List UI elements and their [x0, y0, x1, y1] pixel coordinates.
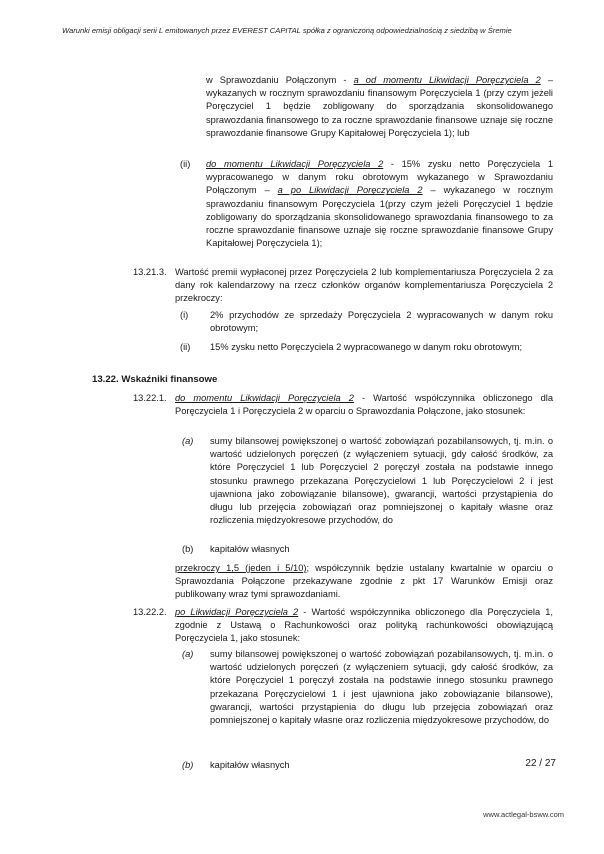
item-ii-underlined-1: do momentu Likwidacji Poręczyciela 2 — [206, 159, 384, 169]
section-13-22-1-body: - Wartość współczynnika obliczonego dla Poręczyciela 1 i Poręczyciela 2 w oparciu o Sprawozdania Połączone, jako stosunek: — [175, 393, 553, 417]
footer-url: www.actlegal-bsww.com — [483, 810, 564, 819]
section-13-22-1-b-text: kapitałów własnych — [210, 544, 290, 554]
section-13-21-3-ii-text: 15% zysku netto Poręczyciela 2 wypracowanego w danym roku obrotowym; — [210, 342, 523, 352]
section-13-22-1-after — [175, 562, 553, 602]
page-header: Warunki emisji obligacji serii L emitowanych przez EVEREST CAPITAL spółka z ograniczoną odpowiedzialnością z siedzibą w Śremie — [62, 26, 512, 35]
section-13-22-1-number: 13.22.1. — [133, 393, 167, 403]
section-13-22-1-a-text: sumy bilansowej powiększonej o wartość zobowiązań pozabilansowych, tj. m.in. o wartość udzielonych poręczeń (z wyłączeniem sytuacji, gdy całość środków, za które Poręczyciel 1 lub Poręczyciel 2 poręczył została na podstawie innego stosunku prawnego przekazana Poręczycielowi 1 lub Poręczycielowi 2 i jest ujawniona jako zobowiązanie bilansowe), gwarancji, wartości przystąpienia do długu lub przejęcia zobowiązań oraz pomniejszonej o kapitały własne oraz rozliczenia międzyokresowe przychodów, do — [210, 436, 553, 526]
continuation-pre: w Sprawozdaniu Połączonym - — [206, 75, 354, 85]
section-13-22-2-underlined: po Likwidacji Poręczyciela 2 — [175, 607, 299, 617]
section-13-22-2-b-text: kapitałów własnych — [210, 760, 290, 770]
continuation-underlined: a od momentu Likwidacji Poręczyciela 2 — [353, 75, 541, 85]
item-ii-text-1: - 15% zysku netto Poręczyciela 1 wypracowanego w danym roku obrotowym wykazanego w Sprawozdaniu Połączonym – — [206, 159, 553, 196]
section-13-21-3-ii-label: (ii) — [180, 342, 191, 352]
item-ii-label: (ii) — [180, 159, 191, 169]
section-13-21-3-i-label: (i) — [180, 310, 189, 320]
section-13-22-heading — [92, 374, 217, 385]
section-13-22-1-underlined: do momentu Likwidacji Poręczyciela 2 — [175, 393, 354, 403]
section-13-21-3-i-text: 2% przychodów ze sprzedaży Poręczyciela 2 wypracowanych w danym roku obrotowym; — [210, 310, 553, 334]
section-13-21-3-text: Wartość premii wypłaconej przez Poręczyciela 2 lub komplementariusza Poręczyciela 2 za dany rok kalendarzowy na rzecz członków organów komplementariusza Poręczyciela 2 przekroczy: — [175, 267, 553, 304]
item-ii-underlined-2: a po Likwidacji Poręczyciela 2 — [277, 185, 423, 196]
section-13-21-3-number: 13.21.3. — [133, 267, 167, 277]
item-ii-text — [206, 158, 553, 250]
section-13-22-2-number: 13.22.2. — [133, 607, 167, 617]
section-13-22-2-a-label: (a) — [182, 649, 194, 659]
section-13-22-1-b-label: (b) — [182, 544, 194, 554]
section-13-22-2-a-text: sumy bilansowej powiększonej o wartość zobowiązań pozabilansowych, tj. m.in. o wartość udzielonych poręczeń (z wyłączeniem sytuacji, gdy całość środków, za które Poręczyciel 1 poręczył została na podstawie innego stosunku prawnego przekazana Poręczycielowi 1 i jest ujawniona jako zobowiązanie bilansowe), gwarancji, wartości przystąpienia do długu lub przejęcia zobowiązań oraz pomniejszonej o kapitały własne oraz rozliczenia międzyokresowe przychodów, do — [210, 649, 553, 726]
continuation-post: – wykazanych w rocznym sprawozdaniu finansowym Poręczyciela 1 (przy czym jeżeli Poręczyciel 1 będzie zobligowany do sporządzania skonsolidowanego sprawozdania finansowego to za roczne sprawozdanie finansowe uznaje się roczne sprawozdanie finansowe Grupy Kapitałowej Poręczyciela 1); lub — [206, 75, 553, 138]
section-13-22-2-body: - Wartość współczynnika obliczonego dla Poręczyciela 1, zgodnie z Ustawą o Rachunkowości oraz polityką rachunkowości obowiązującą Poręczyciela 1, jako stosunek: — [175, 607, 553, 644]
section-13-22-1-a-label: (a) — [182, 436, 194, 446]
section-13-22-2-text — [175, 606, 553, 646]
section-13-22-2-b-label: (b) — [182, 760, 194, 770]
section-13-22-1-text — [175, 392, 553, 418]
page-number: 22 / 27 — [525, 758, 556, 769]
item-ii-text-2: – wykazanego w rocznym sprawozdaniu finansowym Poręczyciela 1(przy czym jeżeli Poręczyciel 1 będzie zobligowany do sporządzania skonsolidowanego sprawozdania finansowego to za roczne sprawozdanie finansowe uznaje się roczne sprawozdanie finansowe Grupy Kapitałowej Poręczyciela 1); — [206, 185, 553, 249]
section-13-22-title: Wskaźniki finansowe — [121, 374, 218, 385]
section-13-22-1-after-body: ; współczynnik będzie ustalany kwartalnie w oparciu o Sprawozdania Połączone przekazywane zgodnie z pkt 17 Warunków Emisji oraz publikowany wraz tymi sprawozdaniami. — [175, 563, 553, 600]
section-13-22-number: 13.22. — [92, 374, 119, 385]
section-13-22-1-after-underlined: przekroczy 1,5 (jeden i 5/10) — [175, 563, 307, 573]
continuation-paragraph — [206, 74, 553, 140]
